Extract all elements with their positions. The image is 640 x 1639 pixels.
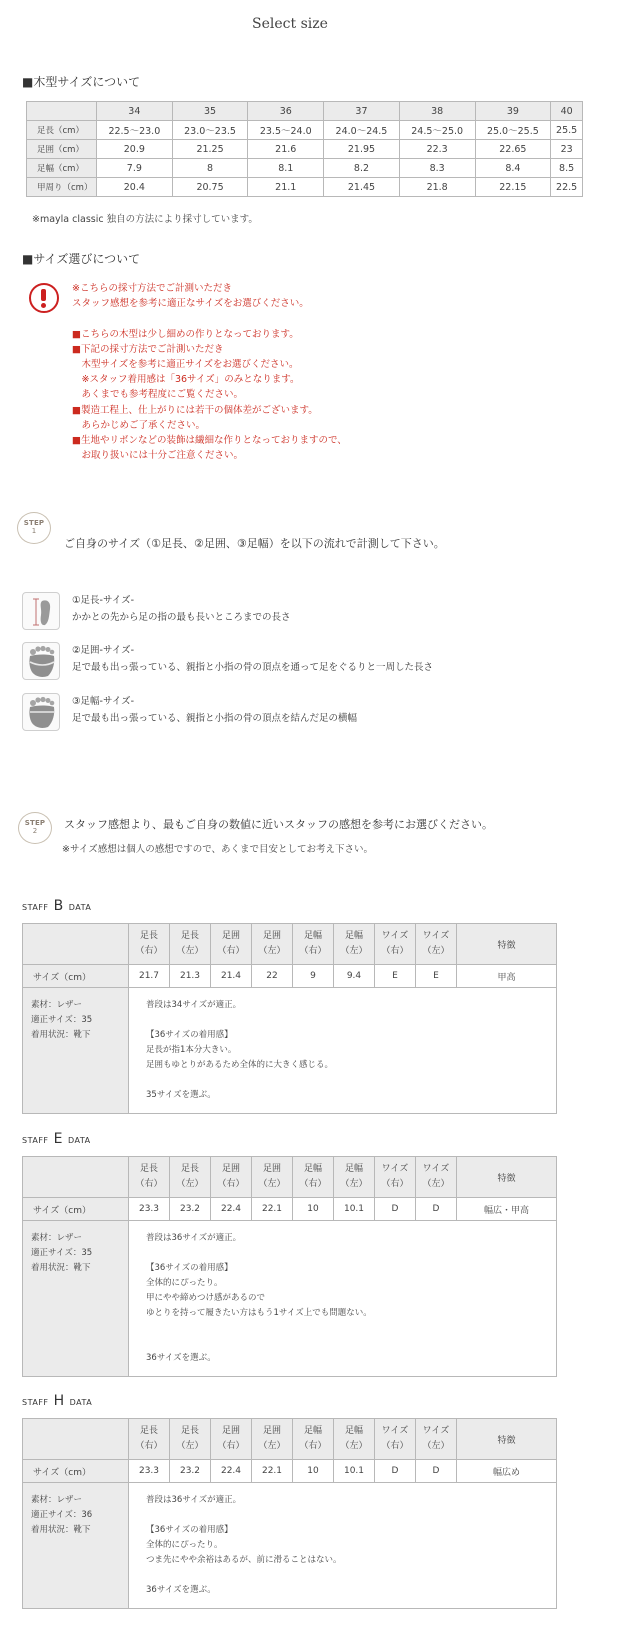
measure-desc: 足で最も出っ張っている、親指と小指の骨の頂点を結んだ足の横幅 — [72, 713, 358, 724]
table-cell: 25.5 — [551, 121, 583, 140]
guide-line: ■下記の採寸方法でご計測いただき — [72, 344, 224, 355]
col-header: 足囲 （右） — [211, 1157, 252, 1198]
measure-title: ①足長-サイズ- — [72, 595, 135, 606]
exclamation-circle-icon — [29, 283, 59, 313]
staff-e-label — [22, 1131, 91, 1147]
table-cell: 21.95 — [324, 140, 400, 159]
step-word: STEP — [24, 819, 46, 827]
step-word: STEP — [23, 519, 45, 527]
col-header: ワイズ （左） — [416, 924, 457, 965]
table-cell: 21.8 — [399, 178, 475, 197]
staff-letter: B — [53, 898, 64, 914]
col-header: 足長 （右） — [129, 1419, 170, 1460]
staff-comment: 普段は34サイズが適正。 【36サイズの着用感】 足長が指1本分大きい。 足囲もゆとりがあるため全体的に大きく感じる。 35サイズを選ぶ。 — [129, 988, 557, 1114]
guide-line: お取り扱いには十分ご注意ください。 — [72, 450, 244, 461]
table-cell: D — [375, 1460, 416, 1483]
col-header: 足幅 （左） — [334, 1157, 375, 1198]
staff-prefix: STAFF — [22, 903, 49, 912]
guide-line: ※スタッフ着用感は「36サイズ」のみとなります。 — [72, 374, 300, 385]
table-cell: 22.1 — [252, 1198, 293, 1221]
table-cell: 8.5 — [551, 159, 583, 178]
col-header: ワイズ （左） — [416, 1157, 457, 1198]
foot-length-icon — [22, 592, 60, 630]
guide-line: あくまでも参考程度にご覧ください。 — [72, 389, 244, 400]
staff-comment-row — [23, 988, 557, 1114]
table-cell: 23 — [551, 140, 583, 159]
corner-cell — [23, 924, 129, 965]
staff-b-table — [22, 923, 557, 1114]
feature-cell: 甲高 — [457, 965, 557, 988]
table-cell: 23.3 — [129, 1460, 170, 1483]
staff-size-row — [23, 1198, 557, 1221]
last-size-table — [26, 101, 583, 197]
table-cell: E — [416, 965, 457, 988]
guide-line: ■製造工程上、仕上がりには若干の個体差がございます。 — [72, 405, 318, 416]
measure-title: ③足幅-サイズ- — [72, 696, 135, 707]
col-header: 足長 （右） — [129, 1157, 170, 1198]
step2-text: スタッフ感想より、最もご自身の数値に近いスタッフの感想を参考にお選びください。 — [64, 818, 493, 831]
table-cell: 23.5～24.0 — [248, 121, 324, 140]
staff-suffix: DATA — [67, 1136, 91, 1145]
staff-letter: H — [53, 1393, 65, 1409]
col-header: 足囲 （左） — [252, 924, 293, 965]
table-row — [27, 178, 583, 197]
row-label: 甲周り（cm） — [27, 178, 97, 197]
size-col-header: 40 — [551, 102, 583, 121]
table-row — [27, 159, 583, 178]
table-cell: 21.25 — [172, 140, 248, 159]
staff-suffix: DATA — [69, 1398, 93, 1407]
table-row — [27, 140, 583, 159]
table-cell: 9 — [293, 965, 334, 988]
corner-cell — [23, 1419, 129, 1460]
table-cell: 21.3 — [170, 965, 211, 988]
staff-meta: 素材：レザー 適正サイズ：36 着用状況：靴下 — [23, 1483, 129, 1609]
measure-title: ②足囲-サイズ- — [72, 645, 135, 656]
row-label: 足幅（cm） — [27, 159, 97, 178]
table-cell: 21.4 — [211, 965, 252, 988]
staff-h-label — [22, 1393, 92, 1409]
row-label: 足長（cm） — [27, 121, 97, 140]
col-header: 足幅 （左） — [334, 924, 375, 965]
staff-suffix: DATA — [68, 903, 92, 912]
feature-header: 特徴 — [457, 1157, 557, 1198]
table-cell: 10.1 — [334, 1460, 375, 1483]
col-header: 足幅 （左） — [334, 1419, 375, 1460]
guide-line: スタッフ感想を参考に適正なサイズをお選びください。 — [72, 298, 309, 309]
col-header: 足囲 （左） — [252, 1157, 293, 1198]
col-header: 足囲 （左） — [252, 1419, 293, 1460]
table-cell: 9.4 — [334, 965, 375, 988]
staff-h-table — [22, 1418, 557, 1609]
table-cell: 8.1 — [248, 159, 324, 178]
table-cell: 8.3 — [399, 159, 475, 178]
table-row — [27, 121, 583, 140]
table-cell: 7.9 — [97, 159, 173, 178]
staff-comment-row — [23, 1483, 557, 1609]
table-cell: 21.6 — [248, 140, 324, 159]
table-cell: 23.2 — [170, 1460, 211, 1483]
table-cell: 22.5～23.0 — [97, 121, 173, 140]
col-header: 足幅 （右） — [293, 1419, 334, 1460]
staff-meta: 素材：レザー 適正サイズ：35 着用状況：靴下 — [23, 1221, 129, 1377]
col-header: 足囲 （右） — [211, 1419, 252, 1460]
last-size-heading: ■木型サイズについて — [22, 75, 141, 89]
table-cell: 22.4 — [211, 1460, 252, 1483]
table-cell: 24.5～25.0 — [399, 121, 475, 140]
table-cell: 23.3 — [129, 1198, 170, 1221]
row-label: 足囲（cm） — [27, 140, 97, 159]
size-col-header: 34 — [97, 102, 173, 121]
size-col-header: 38 — [399, 102, 475, 121]
table-cell: 22.4 — [211, 1198, 252, 1221]
measurement-note: ※mayla classic 独自の方法により採寸しています。 — [32, 214, 258, 225]
feature-cell: 幅広・甲高 — [457, 1198, 557, 1221]
corner-cell — [23, 1157, 129, 1198]
table-cell: 21.45 — [324, 178, 400, 197]
table-cell: 10 — [293, 1198, 334, 1221]
table-cell: 10.1 — [334, 1198, 375, 1221]
col-header: 足幅 （右） — [293, 924, 334, 965]
guide-line: ※こちらの採寸方法でご計測いただき — [72, 283, 232, 294]
staff-header-row — [23, 924, 557, 965]
table-cell: 10 — [293, 1460, 334, 1483]
step-number: 1 — [31, 527, 37, 535]
table-cell: 22.5 — [551, 178, 583, 197]
guide-line: ■こちらの木型は少し細めの作りとなっております。 — [72, 329, 299, 340]
feature-header: 特徴 — [457, 1419, 557, 1460]
guide-line: あらかじめご了承ください。 — [72, 420, 206, 431]
col-header: 足長 （左） — [170, 1157, 211, 1198]
size-label: サイズ（cm） — [23, 1198, 129, 1221]
guide-line: ■生地やリボンなどの装飾は繊細な作りとなっておりますので、 — [72, 435, 347, 446]
table-cell: 8.4 — [475, 159, 551, 178]
last-size-header-row — [27, 102, 583, 121]
measure-desc: かかとの先から足の指の最も長いところまでの長さ — [72, 612, 291, 623]
col-header: 足囲 （右） — [211, 924, 252, 965]
col-header: ワイズ （右） — [375, 924, 416, 965]
feature-cell: 幅広め — [457, 1460, 557, 1483]
staff-prefix: STAFF — [22, 1398, 49, 1407]
col-header: 足幅 （右） — [293, 1157, 334, 1198]
table-cell: 21.1 — [248, 178, 324, 197]
size-label: サイズ（cm） — [23, 1460, 129, 1483]
step2-badge — [18, 812, 52, 844]
staff-meta: 素材：レザー 適正サイズ：35 着用状況：靴下 — [23, 988, 129, 1114]
table-cell: 23.2 — [170, 1198, 211, 1221]
col-header: ワイズ （右） — [375, 1157, 416, 1198]
staff-size-row — [23, 1460, 557, 1483]
col-header: ワイズ （右） — [375, 1419, 416, 1460]
table-cell: 8.2 — [324, 159, 400, 178]
table-cell: 22.1 — [252, 1460, 293, 1483]
table-cell: 24.0～24.5 — [324, 121, 400, 140]
measure-desc: 足で最も出っ張っている、親指と小指の骨の頂点を通って足をぐるりと一周した長さ — [72, 662, 434, 673]
staff-prefix: STAFF — [22, 1136, 49, 1145]
col-header: ワイズ （左） — [416, 1419, 457, 1460]
size-col-header: 39 — [475, 102, 551, 121]
table-cell: 20.4 — [97, 178, 173, 197]
foot-width-icon — [22, 693, 60, 731]
table-cell: 21.7 — [129, 965, 170, 988]
table-cell: D — [416, 1198, 457, 1221]
table-cell: D — [416, 1460, 457, 1483]
corner-cell — [27, 102, 97, 121]
staff-b-label — [22, 898, 91, 914]
col-header: 足長 （左） — [170, 924, 211, 965]
staff-comment-row — [23, 1221, 557, 1377]
staff-comment: 普段は36サイズが適正。 【36サイズの着用感】 全体的にぴったり。 つま先にやや余裕はあるが、前に滑ることはない。 36サイズを選ぶ。 — [129, 1483, 557, 1609]
staff-header-row — [23, 1157, 557, 1198]
staff-comment: 普段は36サイズが適正。 【36サイズの着用感】 全体的にぴったり。 甲にやや締めつけ感があるので ゆとりを持って履きたい方はもう1サイズ上でも問題ない。 36サイズを選ぶ。 — [129, 1221, 557, 1377]
table-cell: 22.15 — [475, 178, 551, 197]
col-header: 足長 （右） — [129, 924, 170, 965]
staff-e-table — [22, 1156, 557, 1377]
size-col-header: 37 — [324, 102, 400, 121]
staff-letter: E — [53, 1131, 63, 1147]
table-cell: 23.0～23.5 — [172, 121, 248, 140]
step1-badge — [17, 512, 51, 544]
size-col-header: 36 — [248, 102, 324, 121]
page-title: Select size — [252, 16, 328, 32]
col-header: 足長 （左） — [170, 1419, 211, 1460]
feature-header: 特徴 — [457, 924, 557, 965]
guide-line: 木型サイズを参考に適正サイズをお選びください。 — [72, 359, 299, 370]
table-cell: 20.9 — [97, 140, 173, 159]
staff-size-row — [23, 965, 557, 988]
table-cell: 20.75 — [172, 178, 248, 197]
table-cell: E — [375, 965, 416, 988]
staff-header-row — [23, 1419, 557, 1460]
table-cell: 22.3 — [399, 140, 475, 159]
table-cell: 22.65 — [475, 140, 551, 159]
size-guide-heading: ■サイズ選びについて — [22, 252, 141, 266]
size-col-header: 35 — [172, 102, 248, 121]
table-cell: 8 — [172, 159, 248, 178]
step2-note: ※サイズ感想は個人の感想ですので、あくまで目安としてお考え下さい。 — [62, 844, 374, 855]
table-cell: D — [375, 1198, 416, 1221]
table-cell: 22 — [252, 965, 293, 988]
size-label: サイズ（cm） — [23, 965, 129, 988]
step-number: 2 — [32, 827, 38, 835]
foot-girth-icon — [22, 642, 60, 680]
table-cell: 25.0～25.5 — [475, 121, 551, 140]
step1-text: ご自身のサイズ（①足長、②足囲、③足幅）を以下の流れで計測して下さい。 — [64, 537, 445, 550]
